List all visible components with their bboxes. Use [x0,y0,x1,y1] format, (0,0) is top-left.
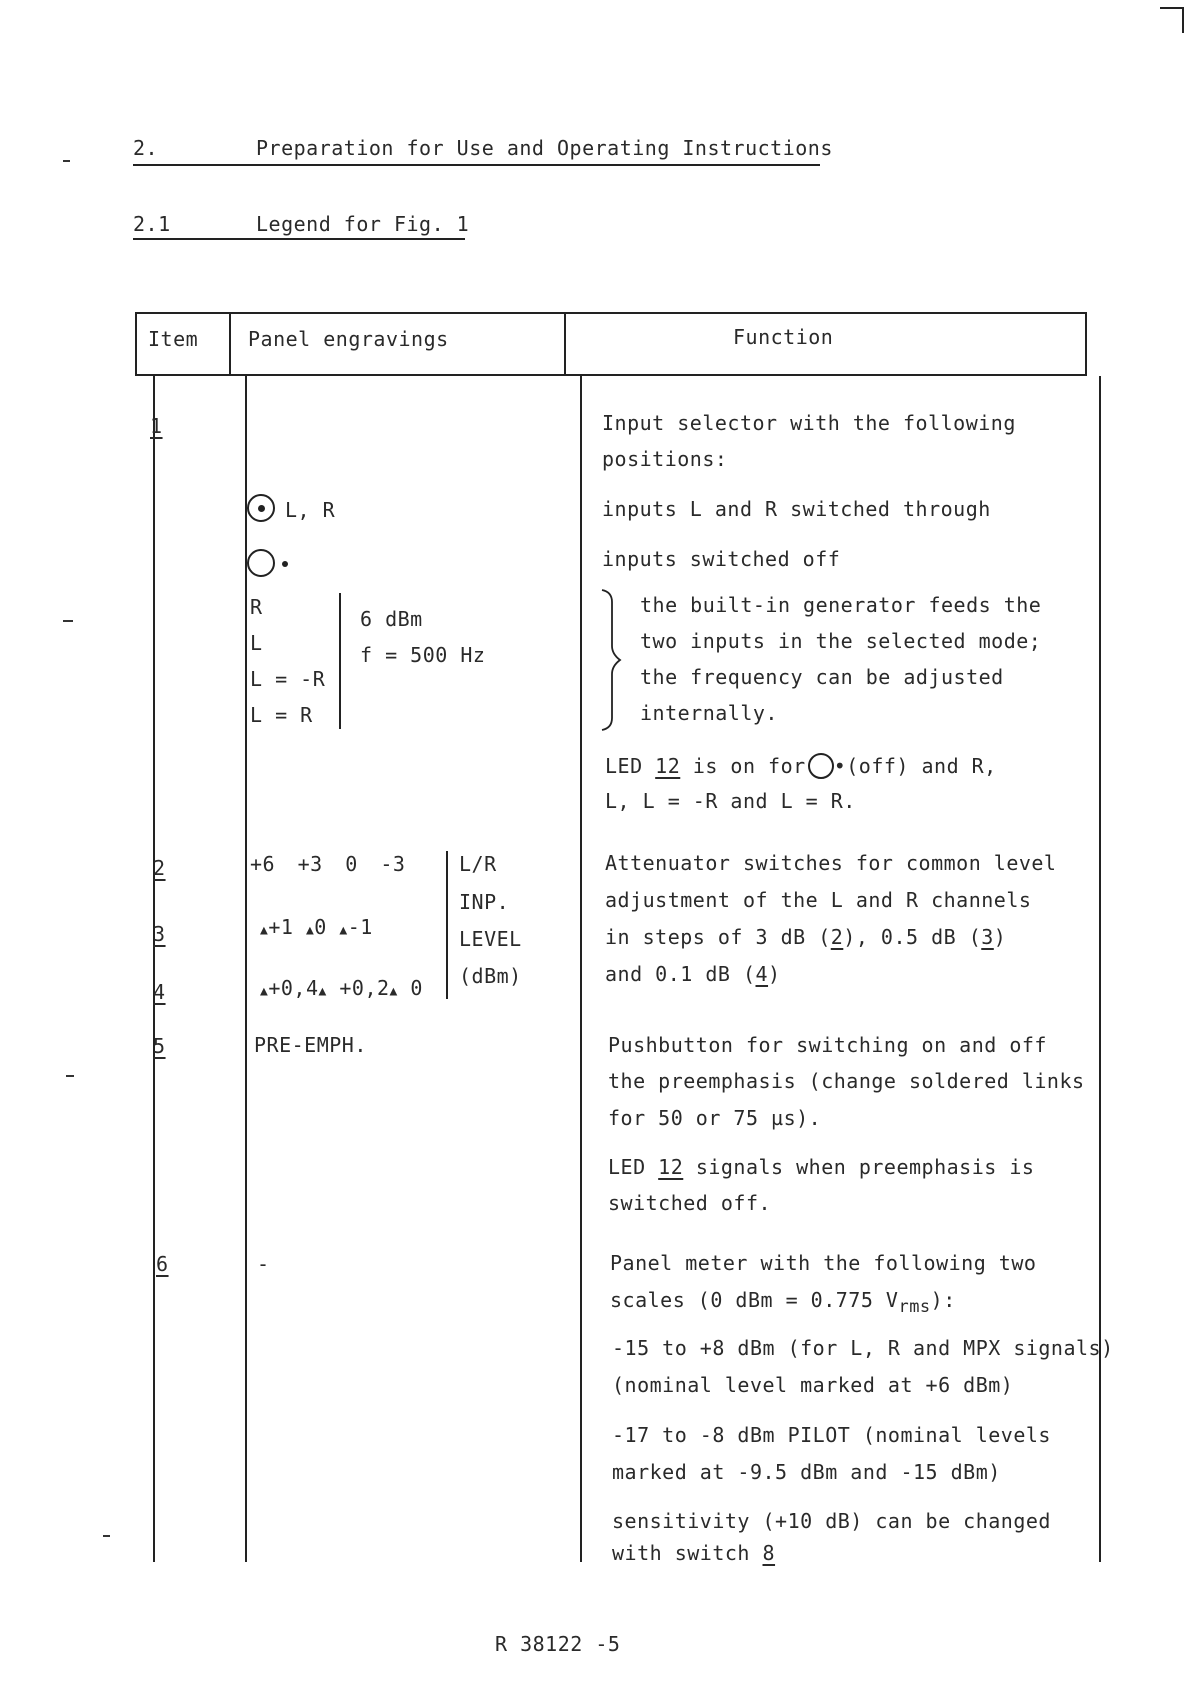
row6-sensitivity-line-1: sensitivity (+10 dB) can be changed [612,1509,1051,1533]
table-left-rule [153,376,155,1562]
ref-item-3: 3 [981,925,994,949]
subsection-title: Legend for Fig. 1 [256,212,470,236]
triangle-marker-icon: ▲ [260,984,269,999]
mode-l-equals-r: L = R [250,703,313,727]
mode-l-minus-r: L = -R [250,667,326,691]
section-underline [133,164,820,166]
triangle-marker-icon: ▲ [389,984,398,999]
corner-mark-side [1182,7,1184,33]
open-circle-off-icon [808,753,834,779]
ref-switch-8: 8 [762,1541,776,1565]
level-label-divider [446,851,448,999]
table-right-rule [1099,376,1101,1562]
scan-mark [63,620,73,622]
panel-steps-3db: +6 +3 0 -3 [250,852,406,876]
row6-sensitivity-line-2: with switch 8 [612,1541,776,1565]
table-col-divider-1 [229,312,231,376]
row5-function-line-1: Pushbutton for switching on and off [608,1033,1047,1057]
row5-led-line-1: LED 12 signals when preemphasis is [608,1155,1035,1179]
header-panel-engravings: Panel engravings [248,327,449,351]
row1-function-off: inputs switched off [602,547,841,571]
row5-function-line-3: for 50 or 75 µs). [608,1106,822,1130]
item-2: 2 [153,856,166,880]
table-col-divider-2 [564,312,566,376]
panel-dash: - [257,1252,270,1276]
row1-generator-line-2: two inputs in the selected mode; [640,629,1042,653]
item-6: 6 [156,1252,169,1276]
panel-pre-emph: PRE-EMPH. [254,1033,367,1057]
open-circle-off-symbol [247,549,275,577]
table-left-border [135,312,137,376]
row2-function-line-4: and 0.1 dB (4) [605,962,781,986]
panel-steps-05db: ▲+1 ▲0 ▲-1 [260,915,373,939]
item-4: 4 [153,980,166,1004]
table-top-border [135,312,1087,314]
scan-mark [66,1075,74,1077]
scan-mark [103,1535,110,1537]
triangle-marker-icon: ▲ [318,984,327,999]
panel-lr: L, R [285,498,336,522]
triangle-marker-icon: ▲ [305,923,315,938]
mode-r: R [250,595,263,619]
generator-frequency: f = 500 Hz [360,643,486,667]
header-item: Item [148,327,199,351]
mode-l: L [250,631,263,655]
brace-symbol [598,588,628,732]
row1-function-intro: Input selector with the following [602,411,1016,435]
row1-function-intro-2: positions: [602,447,728,471]
document-reference: R 38122 -5 [495,1632,621,1656]
ref-item-2: 2 [830,925,844,949]
led-12-ref: 12 [655,754,681,778]
mode-divider [339,593,341,729]
section-title: Preparation for Use and Operating Instructions [256,136,833,160]
table-col-rule-2 [580,376,582,1562]
row1-generator-line-3: the frequency can be adjusted [640,665,1004,689]
label-level: LEVEL [459,927,522,951]
label-lr: L/R [459,852,497,876]
row2-function-line-3: in steps of 3 dB (2), 0.5 dB (3) [605,925,1007,949]
row1-generator-line-4: internally. [640,701,778,725]
row1-led-line-1: LED 12 is on for •(off) and R, [605,754,997,778]
row5-led-line-2: switched off. [608,1191,772,1215]
row5-function-line-2: the preemphasis (change soldered links [608,1069,1085,1093]
row6-scale2-line-1: -17 to -8 dBm PILOT (nominal levels [612,1423,1051,1447]
row6-function-line-1: Panel meter with the following two [610,1251,1037,1275]
table-right-border [1085,312,1087,376]
ref-item-4: 4 [755,962,769,986]
led-12-ref: 12 [658,1155,684,1179]
row6-scale1-line-1: -15 to +8 dBm (for L, R and MPX signals) [612,1336,1114,1360]
subsection-underline [133,238,465,240]
label-dbm: (dBm) [459,964,522,988]
panel-steps-01db: ▲+0,4▲ +0,2▲ 0 [260,976,423,1000]
row6-function-line-2: scales (0 dBm = 0.775 $V_{rms}$): [610,1288,956,1317]
item-5: 5 [153,1034,166,1058]
row1-function-lr: inputs L and R switched through [602,497,991,521]
triangle-marker-icon: ▲ [339,923,348,938]
table-header-divider [135,374,1087,376]
off-dot [282,561,288,567]
row2-function-line-2: adjustment of the L and R channels [605,888,1032,912]
corner-mark-top [1160,7,1184,9]
header-function: Function [733,325,834,349]
generator-level: 6 dBm [360,607,423,631]
row6-scale1-line-2: (nominal level marked at +6 dBm) [612,1373,1014,1397]
item-1: 1 [150,414,163,438]
label-inp: INP. [459,890,510,914]
scan-mark [63,160,70,162]
row1-generator-line-1: the built-in generator feeds the [640,593,1042,617]
section-number: 2. [133,136,159,160]
row6-scale2-line-2: marked at -9.5 dBm and -15 dBm) [612,1460,1001,1484]
triangle-marker-icon: ▲ [260,923,269,938]
inline-dot: • [833,754,847,778]
item-3: 3 [153,922,166,946]
subsection-number: 2.1 [133,212,171,236]
circle-dot-symbol [247,494,275,522]
row1-led-line-2: L, L = -R and L = R. [605,789,856,813]
table-col-rule-1 [245,376,247,1562]
row2-function-line-1: Attenuator switches for common level [605,851,1057,875]
